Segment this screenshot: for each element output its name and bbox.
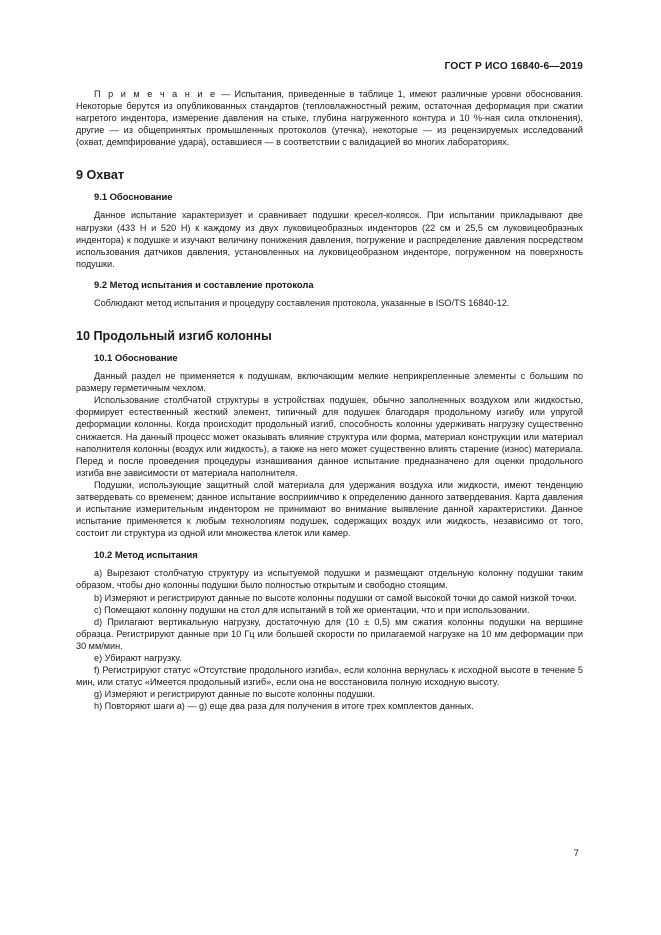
list-item: a) Вырезают столбчатую структуру из испытуемой подушки и размещают отдельную колонну подушки таким образом, чтобы дно колонны подушки было полностью открытым и свободно стоящим. [76,568,583,591]
list-item: d) Прилагают вертикальную нагрузку, достаточную для (10 ± 0,5) мм сжатия колонны подушки на вершине образца. Регистрируют данные при 10 Гц или большей скорости по прилагаемой нагрузке на 10 мм деформации при 30 мм/мин. [76,616,583,651]
section-10-title: 10 Продольный изгиб колонны [76,329,272,344]
subsection-10-1-title: 10.1 Обоснование [94,352,178,364]
note-label: П р и м е ч а н и е [94,89,217,99]
list-item: c) Помещают колонну подушки на стол для испытаний в той же ориентации, что и при использовании. [94,604,530,615]
list-item: h) Повторяют шаги a) — g) еще два раза для получения в итоге трех комплектов данных. [94,701,474,712]
paragraph: Использование столбчатой структуры в устройствах подушек, обычно заполненных воздухом или жидкостью, формирует естественный жесткий элемент, типичный для подушек благодаря продольному изгибу или упругой деформации колонны. Когда происходит продольный изгиб, способность колонны удерживать нагрузку существенно снижается. На данный процесс может оказывать влияние структура или форма, материал конструкции или материал наполнителя колонны (воздух или жидкость), а также на него может существенно влиять старение (износ) материала. Перед и после проведения процедуры изнашивания данное испытание предназначено для оценки продольного изгиба вне зависимости от материала наполнителя. [76,395,583,478]
document-header-id: ГОСТ Р ИСО 16840-6—2019 [444,61,583,72]
document-body [76,80,583,712]
section-9-title: 9 Охват [76,168,125,183]
note-paragraph [76,88,583,148]
paragraph: Данный раздел не применяется к подушкам, включающим мелкие неприкрепленные элементы с большим по размеру герметичным чехлом. [76,371,583,394]
list-item: g) Измеряют и регистрируют данные по высоте колонны подушки. [94,689,376,700]
note-text: — Испытания, приведенные в таблице 1, имеют различные уровни обоснования. Некоторые берутся из опубликованных стандартов (тепловлажностный режим, остаточная деформация при сжатии нагретого индентора, измерение давления на стыке, глубина нагруженного контура и 10 %-ная сила отклонения), другие — из общепринятых промышленных протоколов (утечка), некоторые — из рецензируемых исследований (охват, демпфирование удара), оставшиеся — в соответствии с валидацией во многих лабораториях. [76,89,583,148]
list-item: b) Измеряют и регистрируют данные по высоте колонны подушки от самой высокой точки до самой низкой точки. [94,592,577,603]
page-number: 7 [573,848,579,859]
subsection-9-1-title: 9.1 Обоснование [94,191,173,203]
subsection-10-2-title: 10.2 Метод испытания [94,549,198,561]
paragraph: Подушки, использующие защитный слой материала для удержания воздуха или жидкости, имеют тенденцию затвердевать со временем; данное испытание восприимчиво к определению данного затвердевания. Карта давления и испытание измерительным индентором не принимают во внимание выявление данной характеристики. Данное испытание применяется к любым технологиям подушек, содержащих воздух или жидкость, независимо от того, состоит ли структура из одной или множества клеток или камер. [76,479,583,539]
paragraph: Соблюдают метод испытания и процедуру составления протокола, указанные в ISO/TS 16840-12. [94,297,510,308]
subsection-9-2-title: 9.2 Метод испытания и составление протокола [94,278,314,290]
list-item: f) Регистрируют статус «Отсутствие продольного изгиба», если колонна вернулась к исходной высоте в течение 5 мин, или статус «Имеется продольный изгиб», если она не восстановила полную исходную высоту. [76,665,583,688]
paragraph: Данное испытание характеризует и сравнивает подушки кресел-колясок. При испытании прикладывают две нагрузки (433 Н и 520 Н) к каждому из двух луковицеобразных инденторов (22 см и 25,5 см луковицеобразных индентора) к подушке и изучают величину понижения давления, погружение и распределение давления посредством использования датчиков давления, установленных на луковицеобразном инденторе, погруженном на поверхность подушки. [76,210,583,269]
list-item: e) Убирают нагрузку. [94,653,182,663]
